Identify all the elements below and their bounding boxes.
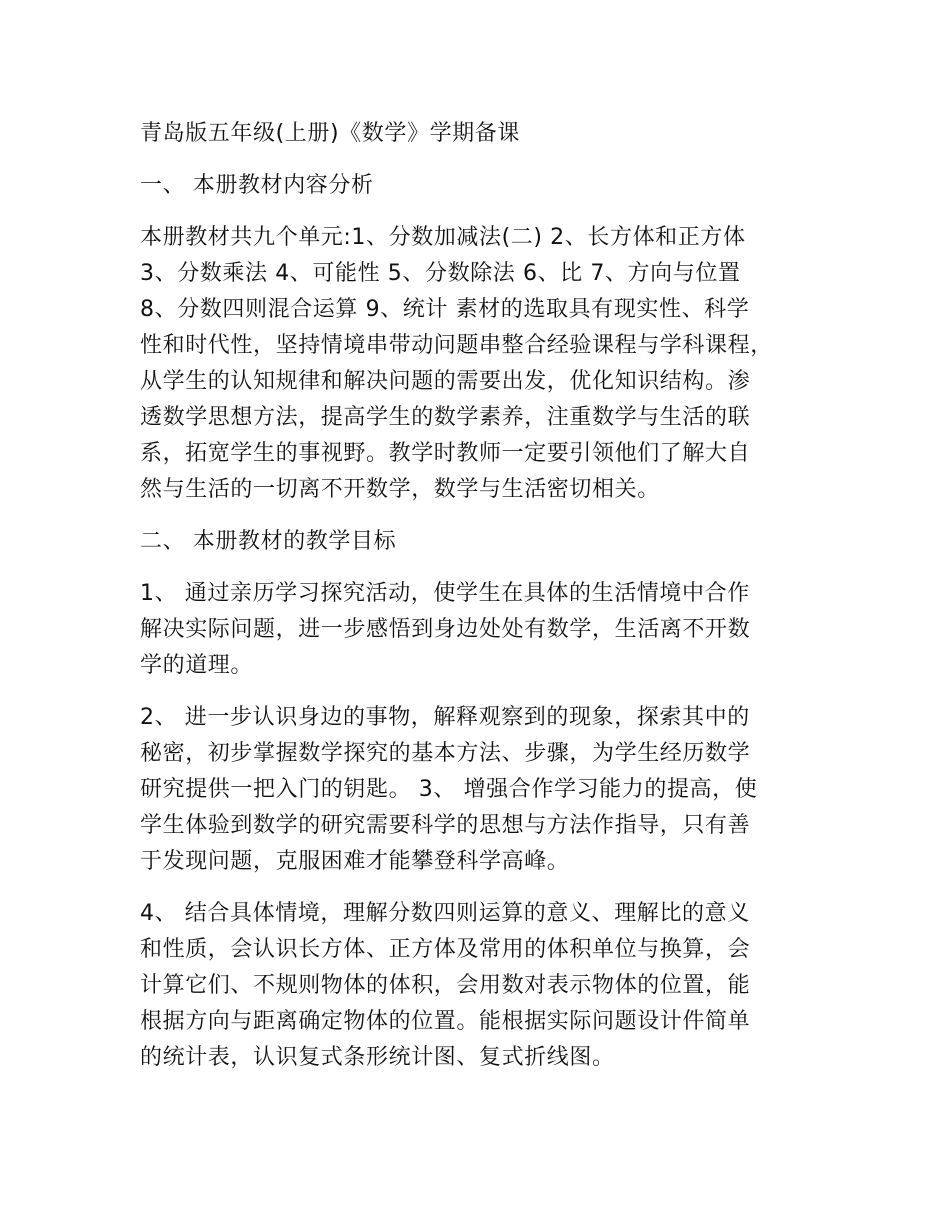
text-line: 从学生的认知规律和解决问题的需要出发，优化知识结构。渗 <box>140 369 751 394</box>
text-line: 本册教材共九个单元:1、分数加减法(二) 2、长方体和正方体 <box>140 225 746 250</box>
text-line: 1、 通过亲历学习探究活动，使学生在具体的生活情境中合作 <box>140 581 750 606</box>
text-line: 于发现问题，克服困难才能攀登科学高峰。 <box>140 849 570 874</box>
text-line: 的统计表，认识复式条形统计图、复式折线图。 <box>140 1045 615 1070</box>
text-line: 系，拓宽学生的事视野。教学时教师一定要引领他们了解大自 <box>140 441 751 466</box>
document-page <box>140 116 820 1092</box>
text-line: 然与生活的一切离不开数学，数学与生活密切相关。 <box>140 477 660 502</box>
paragraph-goal-4 <box>140 896 820 1076</box>
text-line: 和性质，会认识长方体、正方体及常用的体积单位与换算，会 <box>140 937 751 962</box>
text-line: 秘密，初步掌握数学探究的基本方法、步骤，为学生经历数学 <box>140 741 751 766</box>
text-line: 研究提供一把入门的钥匙。 3、 增强合作学习能力的提高，使 <box>140 777 758 802</box>
text-line: 解决实际问题，进一步感悟到身边处处有数学，生活离不开数 <box>140 617 751 642</box>
paragraph-goal-1 <box>140 576 820 684</box>
section-heading-teaching-goals: 二、 本册教材的教学目标 <box>140 529 397 554</box>
text-line: 4、 结合具体情境，理解分数四则运算的意义、理解比的意义 <box>140 901 750 926</box>
paragraph-goal-2-3 <box>140 700 820 880</box>
text-line: 3、分数乘法 4、可能性 5、分数除法 6、比 7、方向与位置 <box>140 261 741 286</box>
text-line: 学的道理。 <box>140 653 254 678</box>
text-line: 8、分数四则混合运算 9、统计 素材的选取具有现实性、科学 <box>140 297 750 322</box>
text-line: 透数学思想方法，提高学生的数学素养，注重数学与生活的联 <box>140 405 751 430</box>
text-line: 2、 进一步认识身边的事物，解释观察到的现象，探索其中的 <box>140 705 750 730</box>
text-line: 性和时代性，坚持情境串带动问题串整合经验课程与学科课程， <box>140 333 773 358</box>
section-heading-content-analysis: 一、 本册教材内容分析 <box>140 173 374 198</box>
text-line: 学生体验到数学的研究需要科学的思想与方法作指导，只有善 <box>140 813 751 838</box>
paragraph-content-analysis <box>140 220 820 508</box>
text-line: 计算它们、不规则物体的体积，会用数对表示物体的位置，能 <box>140 973 751 998</box>
document-title: 青岛版五年级(上册)《数学》学期备课 <box>140 121 520 146</box>
text-line: 根据方向与距离确定物体的位置。能根据实际问题设计件简单 <box>140 1009 751 1034</box>
